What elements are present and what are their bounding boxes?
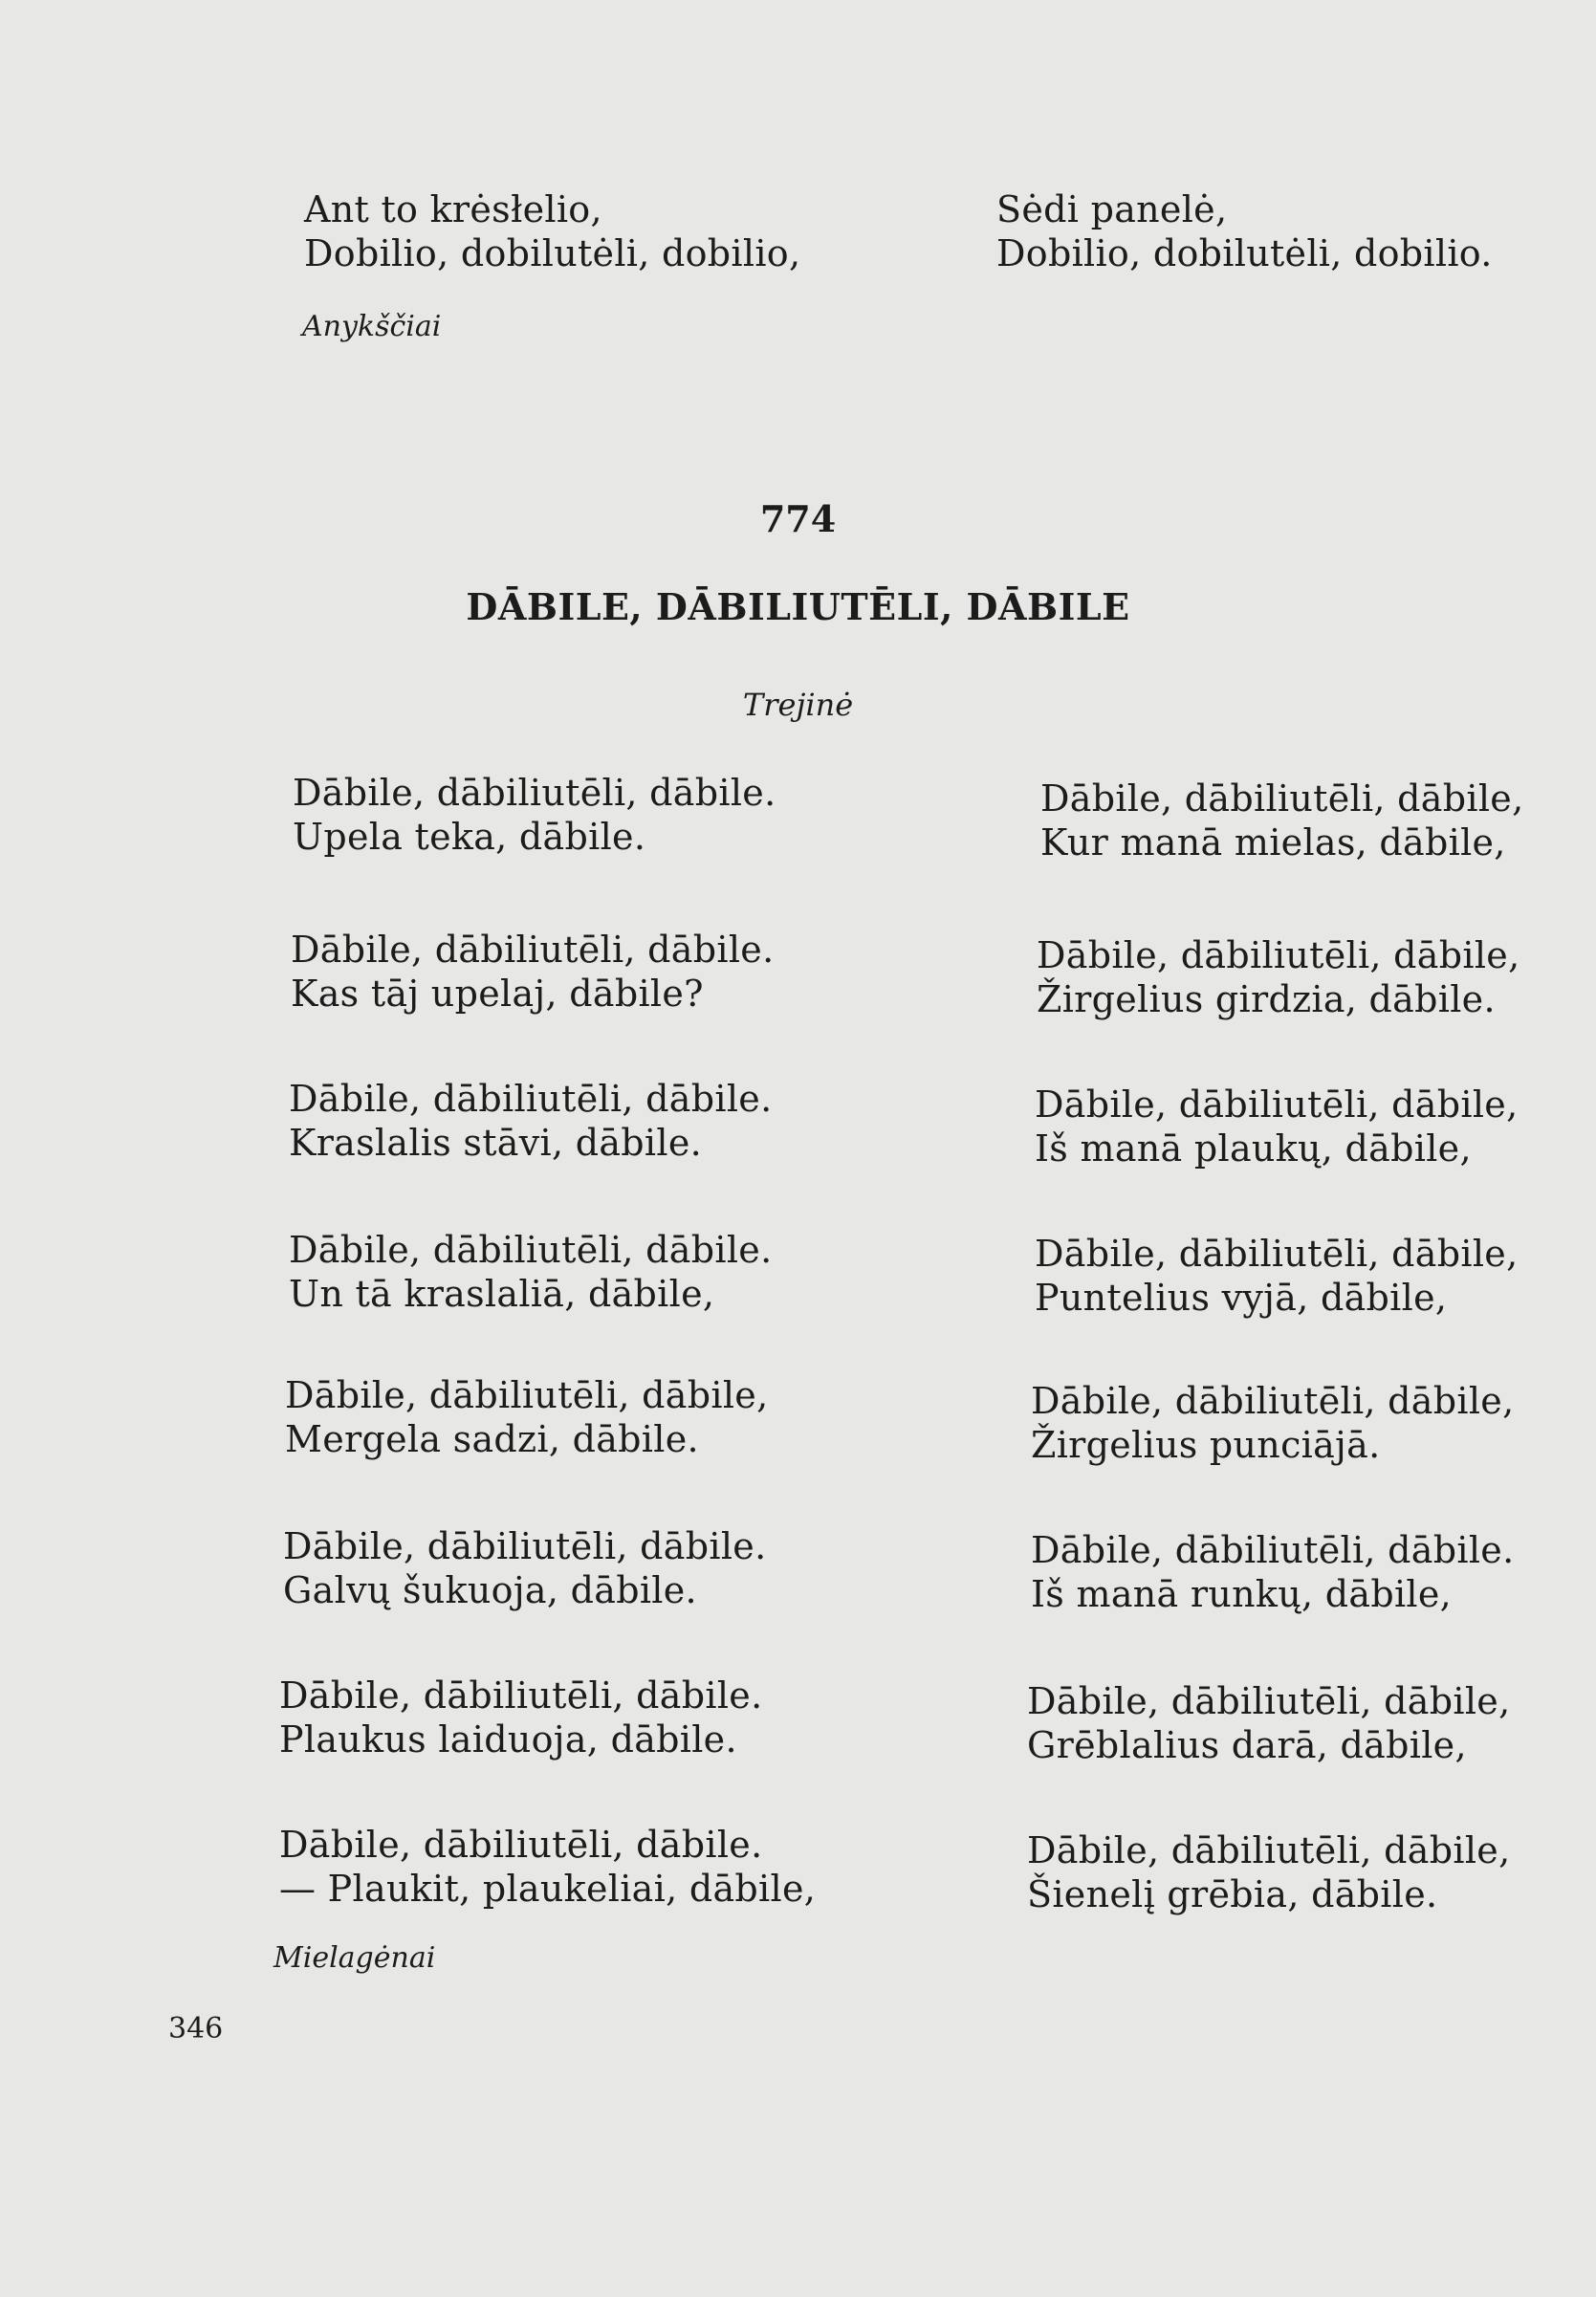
stanza-left <box>293 771 776 859</box>
verse-line: Sėdi panelė, <box>996 188 1228 230</box>
stanza-right <box>1035 1083 1518 1170</box>
verse-line: Dobilio, dobilutėli, dobilio. <box>996 232 1493 274</box>
song-genre: Trejinė <box>742 687 854 723</box>
verse-line: Dābile, dābiliutēli, dābile, <box>1035 1083 1519 1126</box>
stanza-left <box>283 1524 766 1612</box>
verse-line: Mergela sadzi, dābile. <box>285 1418 699 1460</box>
verse-line: Dābile, dābiliutēli, dābile. <box>289 1078 773 1120</box>
song-number: 774 <box>759 497 837 540</box>
verse-line: Puntelius vyjā, dābile, <box>1035 1277 1448 1319</box>
stanza-right <box>1037 933 1519 1021</box>
verse-line: Dābile, dābiliutēli, dābile. <box>279 1824 763 1866</box>
verse-line: Galvų šukuoja, dābile. <box>283 1569 697 1611</box>
verse-line: Dābile, dābiliutēli, dābile. <box>291 929 775 971</box>
verse-line: Upela teka, dābile. <box>293 816 646 858</box>
stanza-right <box>1040 777 1523 864</box>
stanza-right <box>1027 1828 1510 1916</box>
verse-line: Dābile, dābiliutēli, dābile, <box>1031 1380 1515 1422</box>
verse-line: Grēblalius darā, dābile, <box>1027 1724 1467 1766</box>
verse-line: Žirgelius punciājā. <box>1031 1424 1381 1466</box>
verse-line: Dābile, dābiliutēli, dābile, <box>1035 1233 1519 1275</box>
verse-line: Dābile, dābiliutēli, dābile. <box>289 1229 773 1271</box>
stanza-left <box>289 1228 772 1316</box>
stanza-left <box>285 1373 768 1461</box>
stanza-right <box>1027 1679 1510 1767</box>
verse-line: Dābile, dābiliutēli, dābile, <box>285 1374 769 1416</box>
verse-line: Dābile, dābiliutēli, dābile. <box>279 1674 763 1717</box>
page-number: 346 <box>168 2012 224 2045</box>
verse-line: Kas tāj upelaj, dābile? <box>291 973 704 1015</box>
verse-line: Un tā kraslaliā, dābile, <box>289 1273 715 1315</box>
verse-line: Kur manā mielas, dābile, <box>1040 821 1506 864</box>
previous-song-right <box>996 187 1493 275</box>
stanza-left <box>291 928 774 1016</box>
verse-line: — Plaukit, plaukeliai, dābile, <box>279 1868 817 1910</box>
verse-line: Dābile, dābiliutēli, dābile, <box>1037 934 1520 976</box>
verse-line: Kraslalis stāvi, dābile. <box>289 1122 702 1164</box>
verse-line: Iš manā plaukų, dābile, <box>1035 1127 1472 1170</box>
stanza-right <box>1035 1232 1518 1320</box>
verse-line: Plaukus laiduoja, dābile. <box>279 1718 737 1761</box>
stanza-left <box>279 1674 762 1761</box>
song-title: DĀBILE, DĀBILIUTĒLI, DĀBILE <box>466 585 1130 628</box>
stanza-left <box>289 1077 772 1165</box>
stanza-right <box>1031 1379 1514 1467</box>
verse-line: Dobilio, dobilutėli, dobilio, <box>304 232 801 274</box>
verse-line: Dābile, dābiliutēli, dābile. <box>293 772 776 814</box>
previous-song-left <box>304 187 800 275</box>
verse-line: Šienelį grēbia, dābile. <box>1027 1873 1438 1915</box>
previous-song-place: Anykščiai <box>302 310 442 343</box>
verse-line: Dābile, dābiliutēli, dābile, <box>1040 777 1524 820</box>
verse-line: Žirgelius girdzia, dābile. <box>1037 978 1496 1020</box>
verse-line: Iš manā runkų, dābile, <box>1031 1573 1453 1615</box>
verse-line: Dābile, dābiliutēli, dābile. <box>1031 1529 1515 1571</box>
verse-line: Ant to krėsłelio, <box>304 188 602 230</box>
verse-line: Dābile, dābiliutēli, dābile, <box>1027 1829 1511 1871</box>
stanza-right <box>1031 1528 1514 1616</box>
verse-line: Dābile, dābiliutēli, dābile, <box>1027 1680 1511 1722</box>
song-place: Mielagėnai <box>273 1941 436 1975</box>
verse-line: Dābile, dābiliutēli, dābile. <box>283 1525 767 1567</box>
stanza-left <box>279 1823 816 1911</box>
